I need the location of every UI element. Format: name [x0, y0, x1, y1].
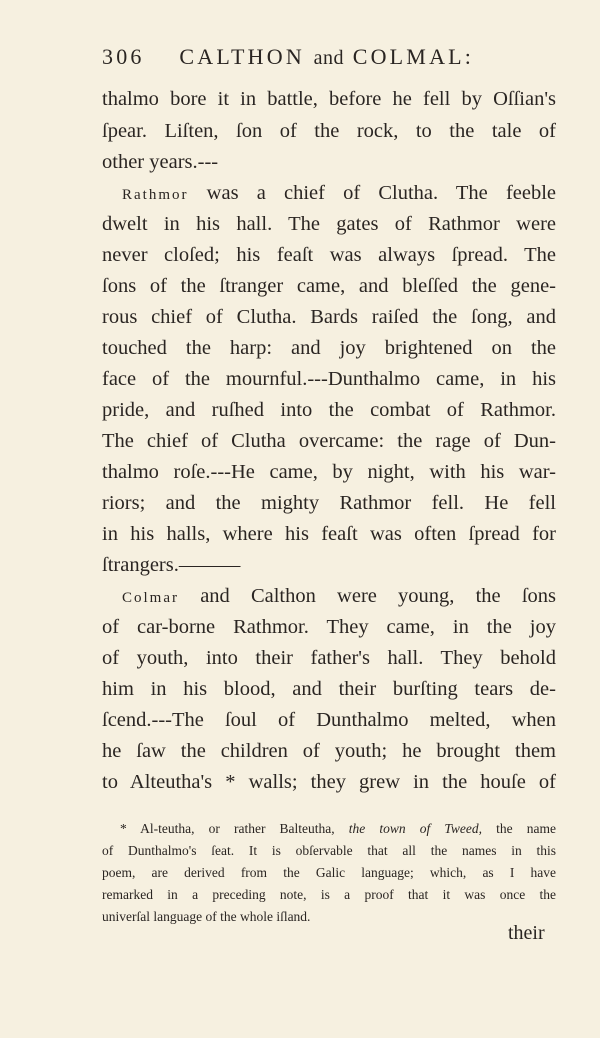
footnote-line: of Dunthalmo's ſeat. It is obſervable that all the names in this — [102, 843, 556, 858]
body-line: thalmo roſe.---He came, by night, with his war- — [102, 461, 556, 483]
body-line: ſtrangers.——— — [102, 554, 241, 576]
body-line: riors; and the mighty Rathmor fell. He fell — [102, 492, 556, 514]
running-header — [102, 44, 562, 70]
body-line: he ſaw the children of youth; he brought them — [102, 740, 556, 762]
header-title-calthon: CALTHON — [179, 44, 305, 69]
body-line: him in his blood, and their burſting tears de- — [102, 678, 556, 700]
page-number: 306 — [102, 44, 145, 69]
footnote-line: poem, are derived from the Galic language; which, as I have — [102, 865, 556, 880]
smallcaps-rathmor: Rathmor — [122, 187, 189, 203]
body-line: of youth, into their father's hall. They behold — [102, 647, 556, 669]
body-line: touched the harp: and joy brightened on the — [102, 337, 556, 359]
body-line: rous chief of Clutha. Bards raiſed the ſong, and — [102, 306, 556, 328]
body-line: dwelt in his hall. The gates of Rathmor were — [102, 213, 556, 235]
header-title-colmal: COLMAL: — [352, 44, 475, 69]
header-title-and: and — [313, 47, 344, 69]
body-line: ſons of the ſtranger came, and bleſſed the gene- — [102, 275, 556, 297]
footnote-line: * Al-teutha, or rather Balteutha, the town of Tweed, the name — [120, 821, 557, 836]
footnote-line: remarked in a preceding note, is a proof that it was once the — [102, 887, 556, 902]
body-line: Rathmor was a chief of Clutha. The feeble — [102, 178, 556, 210]
body-line: other years.--- — [102, 151, 219, 173]
footnote-line: univerſal language of the whole iſland. — [102, 909, 311, 924]
catchword: their — [508, 922, 545, 944]
body-line: face of the mournful.---Dunthalmo came, in his — [102, 368, 556, 390]
body-line: ſpear. Liſten, ſon of the rock, to the tale of — [102, 120, 556, 142]
body-line: Colmar and Calthon were young, the ſons — [102, 581, 556, 613]
body-line: of car-borne Rathmor. They came, in the joy — [102, 616, 556, 638]
body-line: to Alteutha's * walls; they grew in the houſe of — [102, 771, 556, 793]
body-line: thalmo bore it in battle, before he fell by Oſſian's — [102, 88, 556, 110]
footnote-italic: the town of Tweed, — [348, 821, 483, 836]
body-line: The chief of Clutha overcame: the rage of Dun- — [102, 430, 556, 452]
body-line: pride, and ruſhed into the combat of Rathmor. — [102, 399, 556, 421]
body-line: never cloſed; his feaſt was always ſpread. The — [102, 244, 556, 266]
body-line: ſcend.---The ſoul of Dunthalmo melted, when — [102, 709, 556, 731]
smallcaps-colmar: Colmar — [122, 590, 179, 606]
body-line: in his halls, where his feaſt was often ſpread for — [102, 523, 556, 545]
